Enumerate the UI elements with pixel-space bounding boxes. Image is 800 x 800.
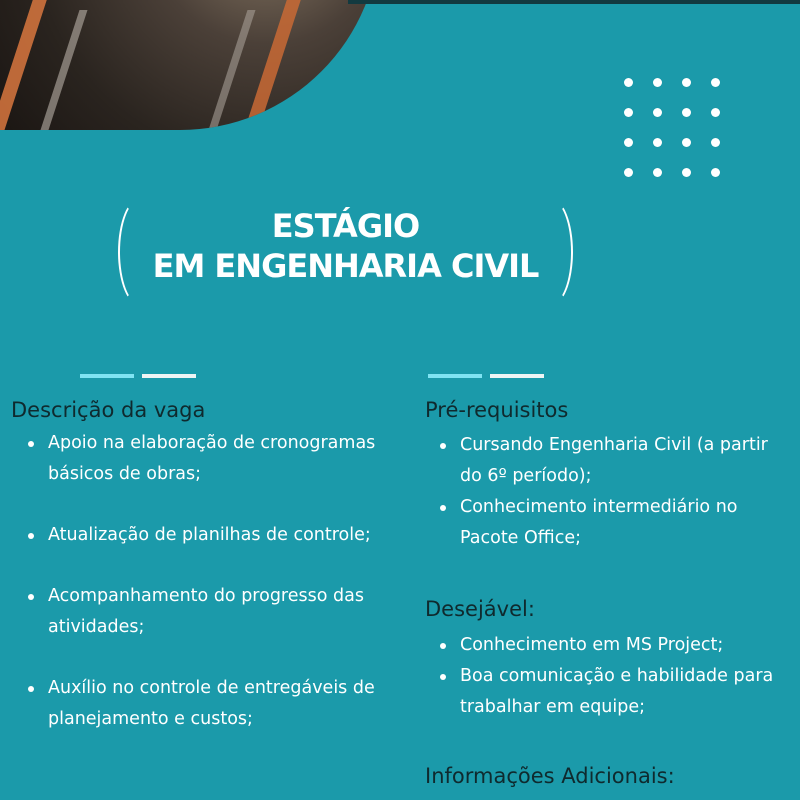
- list-item: Conhecimento em MS Project;: [438, 630, 793, 661]
- right-dash-cyan: [428, 374, 482, 378]
- decorative-dot-grid: [624, 78, 720, 177]
- title-line-2: EM ENGENHARIA CIVIL: [152, 247, 539, 285]
- prerequisites-heading: Pré-requisitos: [425, 398, 569, 422]
- list-item: Atualização de planilhas de controle;: [26, 520, 386, 551]
- title-line-1: ESTÁGIO: [271, 207, 420, 245]
- desirable-heading: Desejável:: [425, 597, 535, 621]
- top-accent-bar: [348, 0, 800, 4]
- list-item: Conhecimento intermediário no Pacote Office;: [438, 492, 788, 554]
- page-title: [118, 206, 573, 286]
- desirable-list: [438, 630, 793, 723]
- left-dash-white: [142, 374, 196, 378]
- description-list: [26, 428, 386, 735]
- prerequisites-list: [438, 430, 788, 554]
- worker-photo: [0, 0, 380, 130]
- additional-info-heading: Informações Adicionais:: [425, 764, 675, 788]
- list-item: Acompanhamento do progresso das atividades;: [26, 581, 386, 643]
- list-item: Apoio na elaboração de cronogramas básicos de obras;: [26, 428, 386, 490]
- title-block: [118, 198, 573, 302]
- list-item: Auxílio no controle de entregáveis de planejamento e custos;: [26, 673, 386, 735]
- left-dash-cyan: [80, 374, 134, 378]
- description-heading: Descrição da vaga: [11, 398, 206, 422]
- right-dash-white: [490, 374, 544, 378]
- list-item: Boa comunicação e habilidade para trabalhar em equipe;: [438, 661, 793, 723]
- list-item: Cursando Engenharia Civil (a partir do 6º período);: [438, 430, 788, 492]
